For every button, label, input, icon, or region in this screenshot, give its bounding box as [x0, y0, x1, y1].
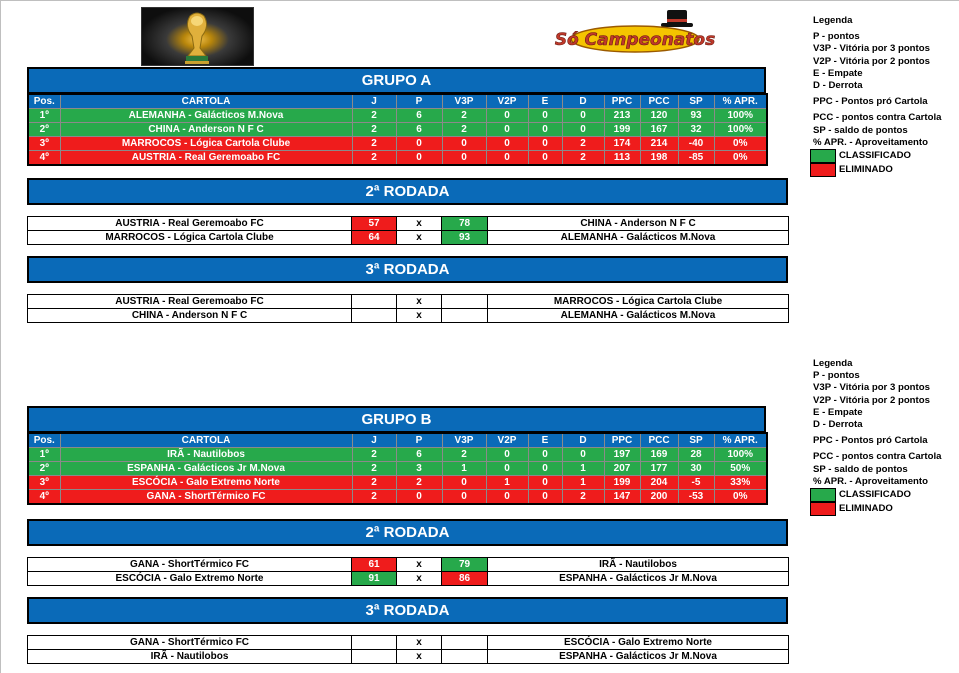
left-border: [0, 0, 1, 673]
cell-p: 3: [396, 462, 442, 476]
cell-pcc: 167: [640, 123, 678, 137]
cell-pcc: 120: [640, 109, 678, 123]
legend-item: SP - saldo de pontos: [813, 124, 908, 136]
cell-j: 2: [352, 109, 396, 123]
match-row: [28, 636, 789, 650]
legend-item: V2P - Vitória por 2 pontos: [813, 55, 930, 67]
cell-p: 6: [396, 123, 442, 137]
cell-apr: 100%: [714, 448, 767, 462]
home-score: 91: [352, 572, 397, 586]
header-j: J: [352, 94, 396, 109]
header-pos: Pos.: [28, 433, 60, 448]
away-score: 93: [442, 231, 488, 245]
standings-header-row: [28, 94, 767, 109]
cell-pos: 3º: [28, 476, 60, 490]
cell-pos: 3º: [28, 137, 60, 151]
group-b-round3-title: 3ª RODADA: [27, 597, 788, 624]
legend-item: SP - saldo de pontos: [813, 463, 908, 475]
match-row: [28, 558, 789, 572]
legend-item: PPC - Pontos pró Cartola: [813, 435, 928, 447]
cell-apr: 100%: [714, 109, 767, 123]
header-cartola: CARTOLA: [60, 433, 352, 448]
cell-sp: 93: [678, 109, 714, 123]
header-ppc: PPC: [604, 94, 640, 109]
home-score: [352, 650, 397, 664]
versus: x: [397, 558, 442, 572]
cell-ppc: 197: [604, 448, 640, 462]
cell-e: 0: [528, 137, 562, 151]
group-a-standings: [27, 93, 768, 166]
cell-apr: 0%: [714, 490, 767, 505]
cell-v2p: 0: [486, 448, 528, 462]
cell-team: ESPANHA - Galácticos Jr M.Nova: [60, 462, 352, 476]
legend-item: V3P - Vitória por 3 pontos: [813, 43, 930, 55]
home-team: GANA - ShortTérmico FC: [28, 558, 352, 572]
legend-panel-a: [813, 15, 941, 177]
match-row: [28, 650, 789, 664]
group-a-round2-title: 2ª RODADA: [27, 178, 788, 205]
cell-v3p: 0: [442, 137, 486, 151]
cell-e: 0: [528, 462, 562, 476]
cell-d: 1: [562, 476, 604, 490]
standings-row: [28, 476, 767, 490]
away-team: ESPANHA - Galácticos Jr M.Nova: [488, 650, 789, 664]
away-team: ALEMANHA - Galácticos M.Nova: [488, 231, 789, 245]
world-cup-trophy-image: [141, 7, 254, 66]
cell-pcc: 204: [640, 476, 678, 490]
cell-sp: 28: [678, 448, 714, 462]
legend-eliminated: [810, 502, 941, 516]
cell-j: 2: [352, 151, 396, 166]
cell-team: AUSTRIA - Real Geremoabo FC: [60, 151, 352, 166]
header-sp: SP: [678, 94, 714, 109]
cell-sp: -40: [678, 137, 714, 151]
header-e: E: [528, 433, 562, 448]
cell-v3p: 2: [442, 123, 486, 137]
cell-j: 2: [352, 490, 396, 505]
cell-sp: 30: [678, 462, 714, 476]
group-a-title: GRUPO A: [27, 67, 766, 94]
cell-pos: 4º: [28, 151, 60, 166]
legend-item: PCC - pontos contra Cartola: [813, 112, 942, 124]
cell-j: 2: [352, 462, 396, 476]
cell-ppc: 113: [604, 151, 640, 166]
legend-item: PCC - pontos contra Cartola: [813, 451, 942, 463]
legend-item: E - Empate: [813, 406, 863, 418]
cell-v2p: 0: [486, 462, 528, 476]
group-b-standings: [27, 432, 768, 505]
standings-row: [28, 137, 767, 151]
classified-label: CLASSIFICADO: [839, 488, 911, 500]
legend-item: PPC - Pontos pró Cartola: [813, 96, 928, 108]
cell-team: ESCÓCIA - Galo Extremo Norte: [60, 476, 352, 490]
cell-e: 0: [528, 476, 562, 490]
cell-sp: -85: [678, 151, 714, 166]
versus: x: [397, 636, 442, 650]
match-row: [28, 295, 789, 309]
cell-j: 2: [352, 476, 396, 490]
legend-item: D - Derrota: [813, 80, 863, 92]
group-b-title: GRUPO B: [27, 406, 766, 433]
versus: x: [397, 217, 442, 231]
cell-apr: 0%: [714, 151, 767, 166]
away-score: 78: [442, 217, 488, 231]
svg-text:Só Campeonatos: Só Campeonatos: [554, 30, 716, 50]
versus: x: [397, 650, 442, 664]
match-row: [28, 309, 789, 323]
header-v2p: V2P: [486, 433, 528, 448]
header-d: D: [562, 433, 604, 448]
cell-apr: 33%: [714, 476, 767, 490]
cell-pos: 4º: [28, 490, 60, 505]
cell-v2p: 0: [486, 137, 528, 151]
classified-label: CLASSIFICADO: [839, 149, 911, 161]
away-score: 79: [442, 558, 488, 572]
home-team: CHINA - Anderson N F C: [28, 309, 352, 323]
legend-eliminated: [810, 163, 941, 177]
away-team: ALEMANHA - Galácticos M.Nova: [488, 309, 789, 323]
cell-pcc: 214: [640, 137, 678, 151]
cell-pcc: 200: [640, 490, 678, 505]
cell-v3p: 0: [442, 476, 486, 490]
legend-item: V3P - Vitória por 3 pontos: [813, 382, 930, 394]
cell-pcc: 198: [640, 151, 678, 166]
versus: x: [397, 231, 442, 245]
header-pos: Pos.: [28, 94, 60, 109]
cell-sp: 32: [678, 123, 714, 137]
header-cartola: CARTOLA: [60, 94, 352, 109]
away-team: CHINA - Anderson N F C: [488, 217, 789, 231]
home-team: AUSTRIA - Real Geremoabo FC: [28, 217, 352, 231]
cell-pos: 2º: [28, 123, 60, 137]
away-team: ESPANHA - Galácticos Jr M.Nova: [488, 572, 789, 586]
cell-pos: 2º: [28, 462, 60, 476]
cell-v3p: 0: [442, 490, 486, 505]
header-sp: SP: [678, 433, 714, 448]
header-ppc: PPC: [604, 433, 640, 448]
cell-apr: 0%: [714, 137, 767, 151]
header-v3p: V3P: [442, 94, 486, 109]
group-b-round2-title: 2ª RODADA: [27, 519, 788, 546]
cell-pcc: 169: [640, 448, 678, 462]
legend-title: Legenda: [813, 15, 853, 26]
header-d: D: [562, 94, 604, 109]
cell-d: 0: [562, 448, 604, 462]
versus: x: [397, 572, 442, 586]
header-pcc: PCC: [640, 433, 678, 448]
away-team: MARROCOS - Lógica Cartola Clube: [488, 295, 789, 309]
cell-team: MARROCOS - Lógica Cartola Clube: [60, 137, 352, 151]
cell-ppc: 199: [604, 123, 640, 137]
eliminated-label: ELIMINADO: [839, 163, 893, 175]
cell-ppc: 199: [604, 476, 640, 490]
cell-v2p: 0: [486, 151, 528, 166]
away-team: IRÃ - Nautilobos: [488, 558, 789, 572]
eliminated-label: ELIMINADO: [839, 502, 893, 514]
cell-sp: -53: [678, 490, 714, 505]
cell-v3p: 1: [442, 462, 486, 476]
cell-d: 2: [562, 490, 604, 505]
header-pcc: PCC: [640, 94, 678, 109]
cell-d: 0: [562, 109, 604, 123]
cell-p: 0: [396, 137, 442, 151]
home-team: AUSTRIA - Real Geremoabo FC: [28, 295, 352, 309]
cell-team: CHINA - Anderson N F C: [60, 123, 352, 137]
cell-apr: 100%: [714, 123, 767, 137]
header-p: P: [396, 433, 442, 448]
cell-j: 2: [352, 123, 396, 137]
cell-e: 0: [528, 448, 562, 462]
cell-p: 0: [396, 151, 442, 166]
versus: x: [397, 295, 442, 309]
header-j: J: [352, 433, 396, 448]
cell-v2p: 0: [486, 123, 528, 137]
cell-team: GANA - ShortTérmico FC: [60, 490, 352, 505]
cell-v2p: 0: [486, 109, 528, 123]
standings-row: [28, 123, 767, 137]
versus: x: [397, 309, 442, 323]
group-b-round3-matches: [27, 635, 789, 664]
home-team: GANA - ShortTérmico FC: [28, 636, 352, 650]
cell-d: 0: [562, 123, 604, 137]
away-score: [442, 295, 488, 309]
cell-v2p: 1: [486, 476, 528, 490]
cell-e: 0: [528, 151, 562, 166]
cell-ppc: 207: [604, 462, 640, 476]
cell-ppc: 174: [604, 137, 640, 151]
legend-title: Legenda: [813, 358, 853, 369]
match-row: [28, 231, 789, 245]
cell-apr: 50%: [714, 462, 767, 476]
standings-row: [28, 109, 767, 123]
home-score: 61: [352, 558, 397, 572]
header-v3p: V3P: [442, 433, 486, 448]
away-score: [442, 309, 488, 323]
legend-item: % APR. - Aproveitamento: [813, 475, 928, 487]
away-score: [442, 650, 488, 664]
away-score: 86: [442, 572, 488, 586]
cell-v3p: 2: [442, 448, 486, 462]
cell-v3p: 2: [442, 109, 486, 123]
standings-row: [28, 462, 767, 476]
group-a-round2-matches: [27, 216, 789, 245]
standings-row: [28, 490, 767, 505]
standings-row: [28, 151, 767, 166]
legend-classified: [810, 149, 941, 163]
eliminated-swatch: [810, 502, 836, 516]
header-v2p: V2P: [486, 94, 528, 109]
cell-v2p: 0: [486, 490, 528, 505]
cell-j: 2: [352, 448, 396, 462]
match-row: [28, 572, 789, 586]
match-row: [28, 217, 789, 231]
home-score: [352, 295, 397, 309]
so-campeonatos-logo: [554, 8, 716, 56]
header-apr: % APR.: [714, 94, 767, 109]
cell-sp: -5: [678, 476, 714, 490]
legend-classified: [810, 488, 941, 502]
home-score: [352, 636, 397, 650]
eliminated-swatch: [810, 163, 836, 177]
cell-team: ALEMANHA - Galácticos M.Nova: [60, 109, 352, 123]
cell-d: 2: [562, 137, 604, 151]
cell-d: 1: [562, 462, 604, 476]
cell-pos: 1º: [28, 109, 60, 123]
legend-item: V2P - Vitória por 2 pontos: [813, 394, 930, 406]
header-e: E: [528, 94, 562, 109]
legend-item: E - Empate: [813, 67, 863, 79]
home-score: 57: [352, 217, 397, 231]
home-score: 64: [352, 231, 397, 245]
cell-pos: 1º: [28, 448, 60, 462]
header-apr: % APR.: [714, 433, 767, 448]
cell-j: 2: [352, 137, 396, 151]
cell-e: 0: [528, 490, 562, 505]
cell-p: 6: [396, 448, 442, 462]
legend-item: % APR. - Aproveitamento: [813, 136, 928, 148]
classified-swatch: [810, 488, 836, 502]
cell-p: 2: [396, 476, 442, 490]
home-team: MARROCOS - Lógica Cartola Clube: [28, 231, 352, 245]
legend-item: P - pontos: [813, 370, 860, 382]
group-a-round3-title: 3ª RODADA: [27, 256, 788, 283]
away-team: ESCÓCIA - Galo Extremo Norte: [488, 636, 789, 650]
cell-p: 6: [396, 109, 442, 123]
standings-row: [28, 448, 767, 462]
cell-e: 0: [528, 109, 562, 123]
cell-pcc: 177: [640, 462, 678, 476]
legend-item: P - pontos: [813, 31, 860, 43]
legend-item: D - Derrota: [813, 419, 863, 431]
cell-d: 2: [562, 151, 604, 166]
cell-v3p: 0: [442, 151, 486, 166]
home-team: ESCÓCIA - Galo Extremo Norte: [28, 572, 352, 586]
cell-ppc: 147: [604, 490, 640, 505]
home-team: IRÃ - Nautilobos: [28, 650, 352, 664]
home-score: [352, 309, 397, 323]
cell-e: 0: [528, 123, 562, 137]
classified-swatch: [810, 149, 836, 163]
group-a-round3-matches: [27, 294, 789, 323]
top-border: [0, 0, 959, 1]
cell-ppc: 213: [604, 109, 640, 123]
cell-team: IRÃ - Nautilobos: [60, 448, 352, 462]
header-p: P: [396, 94, 442, 109]
away-score: [442, 636, 488, 650]
legend-panel-b: [813, 358, 941, 516]
cell-p: 0: [396, 490, 442, 505]
standings-header-row: [28, 433, 767, 448]
group-b-round2-matches: [27, 557, 789, 586]
